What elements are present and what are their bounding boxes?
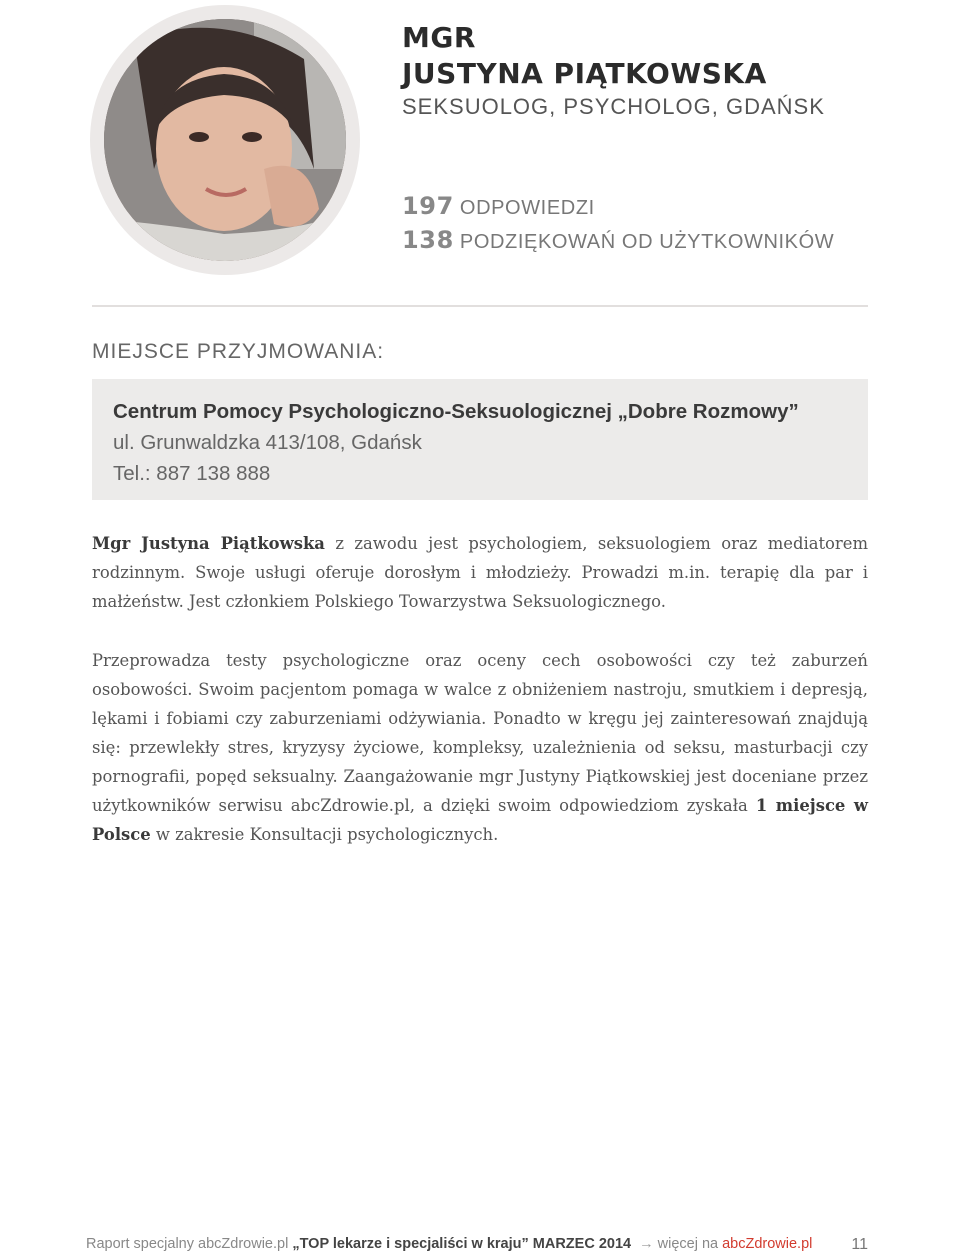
bio-paragraph-1	[92, 529, 868, 616]
avatar-frame	[90, 5, 360, 275]
footer-prefix: Raport specjalny abcZdrowie.pl	[86, 1236, 293, 1252]
page-footer	[86, 1236, 876, 1258]
specialist-name: JUSTYNA PIĄTKOWSKA	[402, 57, 767, 90]
bio-rank: 1 miejsce w Polsce	[92, 796, 868, 844]
bio-paragraph-2	[92, 646, 868, 849]
title-line: MGR	[402, 21, 476, 54]
bio-p2-end: w zakresie Konsultacji psychologicznych.	[150, 825, 499, 844]
place-box	[92, 379, 868, 500]
stat-answers-label: ODPOWIEDZI	[459, 197, 595, 219]
arrow-right-icon: →	[639, 1236, 654, 1252]
place-label: MIEJSCE PRZYJMOWANIA:	[92, 340, 385, 363]
stats	[402, 190, 834, 258]
bio-p2-text: Przeprowadza testy psychologiczne oraz oceny cech osobowości czy też zaburzeń osobowości. Swoim pacjentom pomaga w walce z obniżeniem nastroju, smutkiem i depresją, lękami i fobiami czy zaburzeniami odżywiania. Ponadto w kręgu jej zainteresowań znajdują się: przewlekły stres, kryzysy życiowe, kompleksy, uzależnienia od seksu, masturbacji czy pornografii, popęd seksualny. Zaangażowanie mgr Justyny Piątkowskiej jest doceniane przez użytkowników serwisu abcZdrowie.pl, a dzięki swoim odpowiedziom zyskała	[92, 651, 868, 815]
footer-more: więcej na	[657, 1236, 723, 1252]
stat-thanks	[402, 224, 834, 258]
bio-name: Mgr Justyna Piątkowska	[92, 534, 325, 553]
footer-site-link[interactable]: abcZdrowie.pl	[722, 1236, 813, 1252]
page-number: 11	[851, 1236, 868, 1253]
clinic-name: Centrum Pomocy Psychologiczno-Seksuologicznej „Dobre Rozmowy”	[113, 400, 799, 423]
stat-thanks-value: 138	[402, 226, 454, 254]
portrait-photo	[104, 19, 346, 261]
clinic-phone: Tel.: 887 138 888	[113, 462, 271, 485]
clinic-address: ul. Grunwaldzka 413/108, Gdańsk	[113, 431, 422, 454]
avatar	[104, 19, 346, 261]
bio-p1-text: z zawodu jest psychologiem, seksuologiem oraz mediatorem rodzinnym. Swoje usługi oferuje dorosłym i młodzieży. Prowadzi m.in. terapię dla par i małżeństw. Jest członkiem Polskiego Towarzystwa Seksuologicznego.	[92, 534, 868, 611]
stat-thanks-label: PODZIĘKOWAŃ OD UŻYTKOWNIKÓW	[459, 231, 835, 253]
profile-header	[402, 20, 825, 120]
divider	[92, 305, 868, 307]
stat-answers	[402, 190, 834, 224]
footer-report-title: „TOP lekarze i specjaliści w kraju” MARZEC 2014	[292, 1236, 632, 1252]
specialty-line: SEKSUOLOG, PSYCHOLOG, GDAŃSK	[402, 94, 825, 119]
stat-answers-value: 197	[402, 192, 454, 220]
